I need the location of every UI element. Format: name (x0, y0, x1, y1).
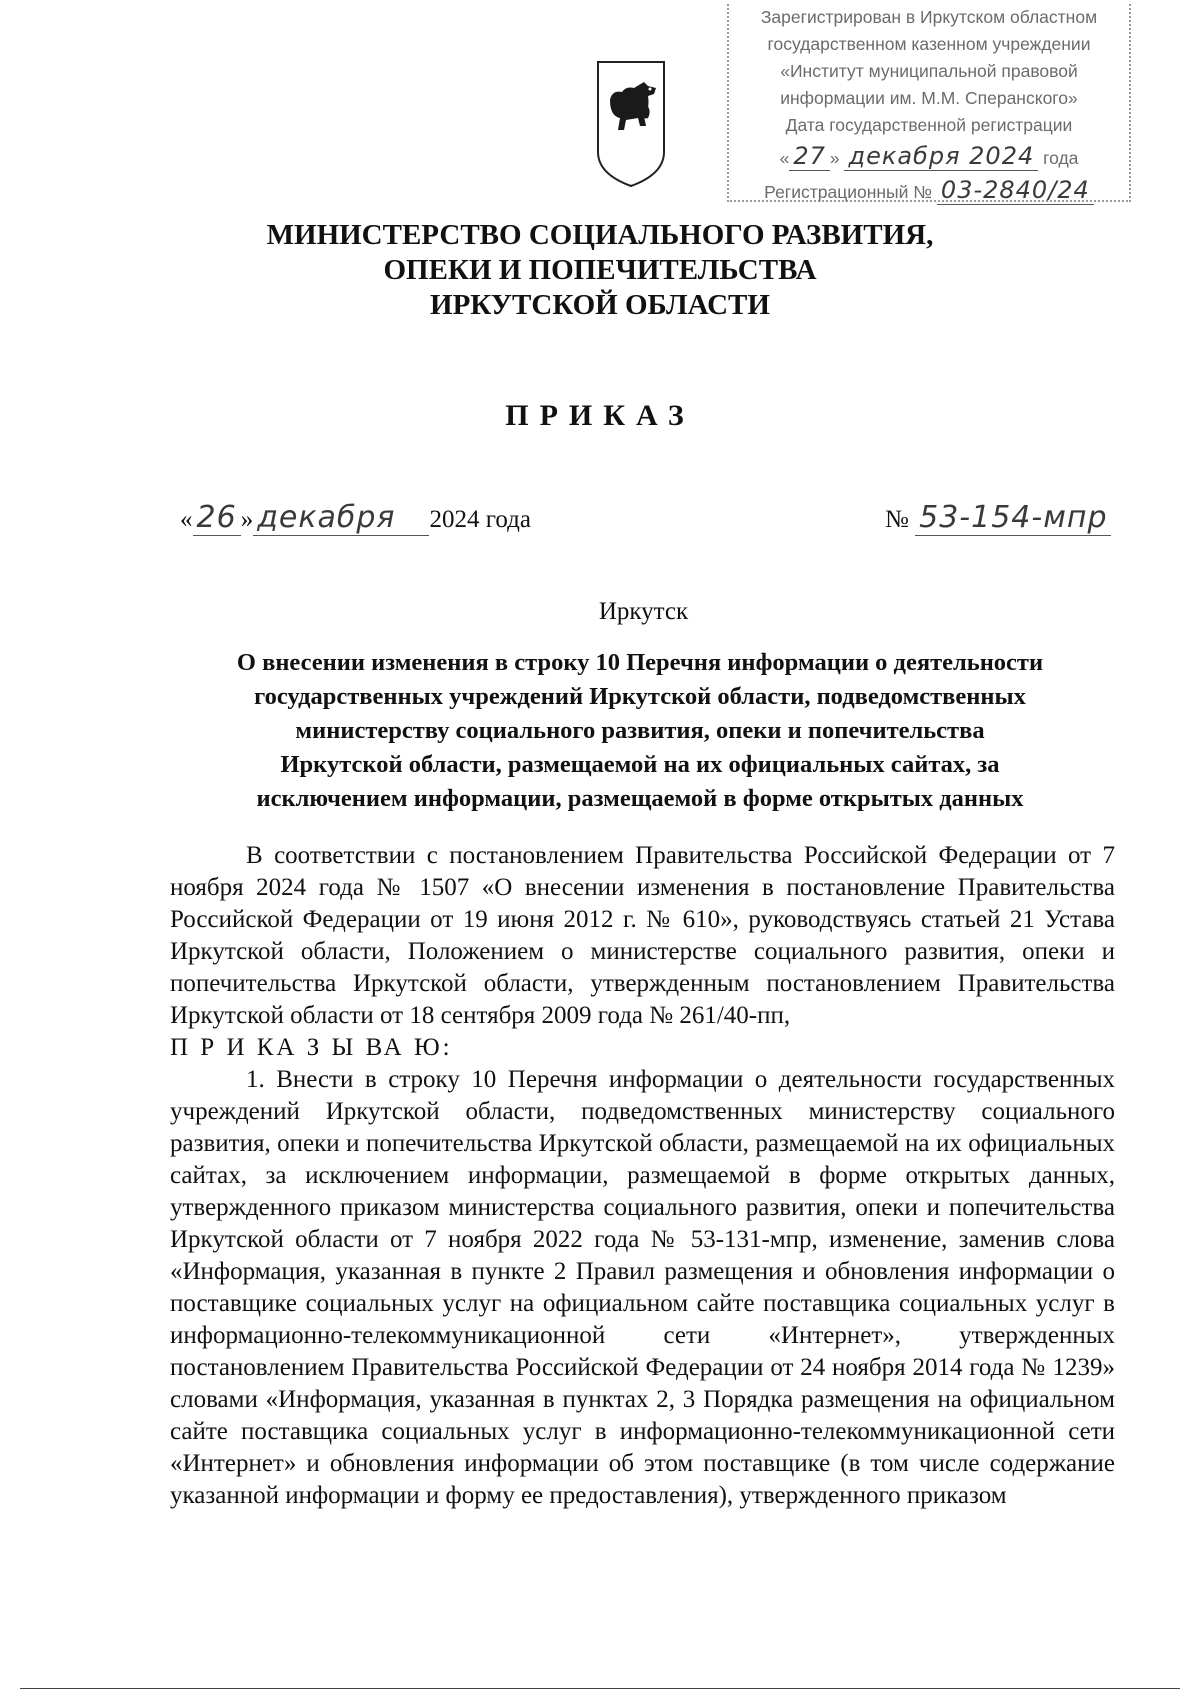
stamp-date-month-year: декабря 2024 (844, 142, 1038, 171)
ministry-heading (0, 218, 1200, 323)
registration-stamp (727, 4, 1131, 202)
order-date-month: декабря (253, 500, 429, 536)
order-subject (170, 646, 1110, 816)
stamp-reg-number: 03-2840/24 (937, 176, 1094, 205)
stamp-line: Дата государственной регистрации (785, 115, 1073, 135)
order-number (885, 500, 1111, 535)
order-item-1: 1. Внести в строку 10 Перечня информации о деятельности государственных учреждений Иркутской области, подведомственных министерству социального развития, опеки и попечительства Иркутской области, размещаемой на их официальных сайтах, за исключением информации, размещаемой в форме открытых данных, утвержденного приказом министерства социального развития, опеки и попечительства Иркутской области от 7 ноября 2022 года № 53-131-мпр, изменение, заменив слова «Информация, указанная в пункте 2 Правил размещения и обновления информации о поставщике социальных услуг на официальном сайте поставщика социальных услуг в информационно-телекоммуникационной сети «Интернет», утвержденных постановлением Правительства Российской Федерации от 24 ноября 2014 года № 1239» словами «Информация, указанная в пунктах 2, 3 Порядка размещения на официальном сайте поставщика социальных услуг в информационно-телекоммуникационной сети «Интернет» и обновления информации об этом поставщике (в том числе содержание указанной информации и форму ее предоставления), утвержденного приказом (170, 1066, 1115, 1509)
subject-line: О внесении изменения в строку 10 Перечня информации о деятельности (236, 649, 1044, 676)
ministry-heading-line: ИРКУТСКОЙ ОБЛАСТИ (430, 289, 770, 321)
stamp-line: Зарегистрирован в Иркутском областном (760, 7, 1098, 27)
subject-line: государственных учреждений Иркутской области, подведомственных (254, 683, 1026, 710)
ministry-heading-line: МИНИСТЕРСТВО СОЦИАЛЬНОГО РАЗВИТИЯ, (266, 219, 934, 251)
preamble-paragraph: В соответствии с постановлением Правительства Российской Федерации от 7 ноября 2024 года № 1507 «О внесении изменения в постановление Правительства Российской Федерации от 19 июня 2012 г. № 610», руководствуясь статьей 21 Устава Иркутской области, Положением о министерстве социального развития, опеки и попечительства Иркутской области, утвержденным постановлением Правительства Иркутской области от 18 сентября 2009 года № 261/40-пп, (170, 842, 1115, 1029)
stamp-registration-date: « 27 » декабря 2024 года (779, 142, 1079, 170)
stamp-reg-label: Регистрационный № (764, 182, 933, 202)
subject-line: Иркутской области, размещаемой на их официальных сайтах, за (280, 751, 1000, 778)
subject-line: министерству социального развития, опеки и попечительства (295, 717, 985, 744)
order-directive-word: П Р И КА З Ы ВА Ю: (170, 1034, 453, 1061)
order-number-label: № (885, 506, 909, 533)
stamp-registration-number (729, 173, 1129, 207)
stamp-line: «Институт муниципальной правовой (780, 61, 1078, 81)
ministry-heading-line: ОПЕКИ И ПОПЕЧИТЕЛЬСТВА (383, 254, 817, 286)
stamp-date-day: 27 (789, 142, 830, 171)
coat-of-arms-icon (596, 60, 666, 188)
page-bottom-rule (20, 1688, 1180, 1689)
order-date: « 26 » декабря 2024 года (180, 500, 531, 535)
stamp-date-suffix: года (1043, 148, 1079, 168)
subject-line: исключением информации, размещаемой в форме открытых данных (256, 785, 1024, 812)
order-date-year: 2024 года (429, 506, 531, 533)
document-type-title: ПРИКАЗ (505, 399, 695, 432)
order-date-day: 26 (193, 500, 241, 536)
stamp-line: информации им. М.М. Сперанского» (780, 88, 1078, 108)
order-number-value: 53-154-мпр (915, 500, 1111, 536)
city-name: Иркутск (598, 598, 689, 625)
stamp-line: государственном казенном учреждении (767, 34, 1091, 54)
order-body (170, 840, 1115, 1512)
